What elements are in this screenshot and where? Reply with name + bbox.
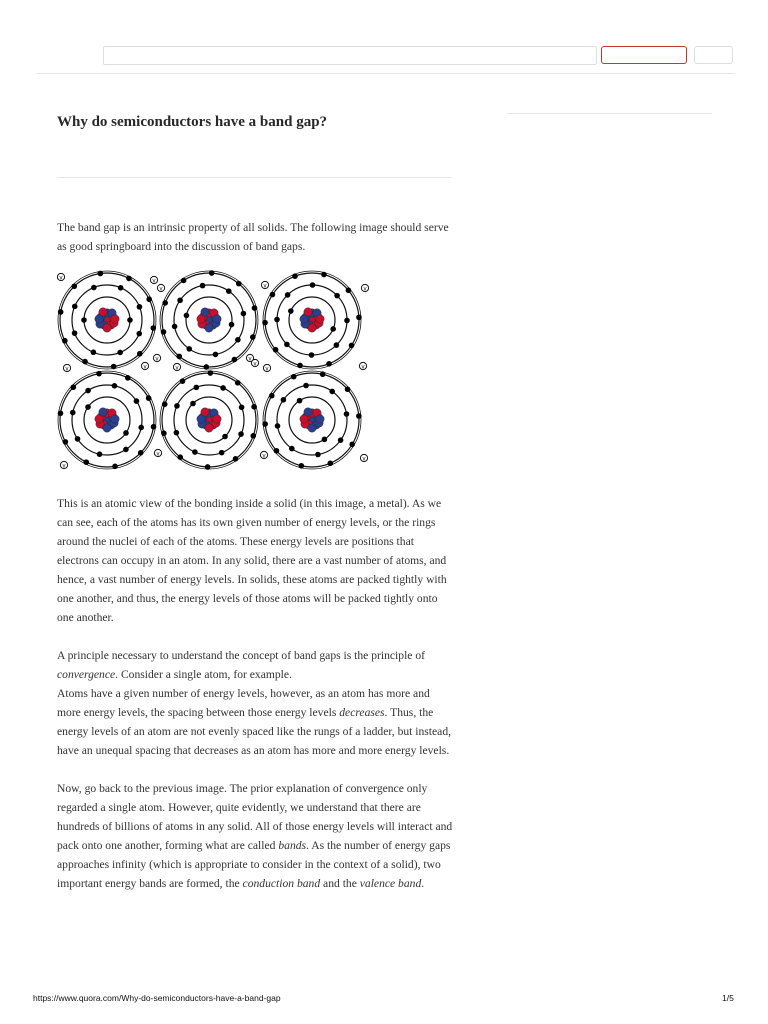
electron <box>262 320 268 326</box>
electron <box>235 380 241 386</box>
search-input[interactable] <box>103 46 597 65</box>
electron <box>310 282 316 288</box>
electron <box>270 292 276 298</box>
free-electron-label: v <box>175 365 179 372</box>
electron <box>292 273 298 279</box>
electron <box>338 437 344 443</box>
nucleon <box>111 315 119 323</box>
nucleon <box>308 424 316 432</box>
nucleon <box>316 415 324 423</box>
nucleon <box>111 415 119 423</box>
nucleon <box>316 315 324 323</box>
electron <box>112 383 118 389</box>
electron <box>213 352 219 358</box>
electron <box>75 436 81 442</box>
electron <box>161 430 167 436</box>
electron <box>344 318 350 324</box>
electron <box>162 401 168 407</box>
free-electron-label: v <box>262 453 266 460</box>
electron <box>63 439 69 445</box>
electron <box>274 448 280 454</box>
electron <box>309 352 315 358</box>
electron <box>334 342 340 348</box>
electron <box>162 300 168 306</box>
paragraph: Now, go back to the previous image. The prior explanation of convergence only regarded a single atom. However, quite evidently, we understand that there are hundreds of billions of atoms in any solid. All of those energy levels will interact and pack onto one another, forming what are called bands. As the number of energy gaps approaches infinity (which is appropriate to consider in the context of a solid), two important energy bands are formed, the conduction band and the valence band. <box>57 782 453 890</box>
electron <box>327 461 333 467</box>
electron <box>250 334 256 340</box>
electron <box>83 459 89 465</box>
electron <box>72 330 78 336</box>
electron <box>239 405 245 411</box>
free-electron-label: v <box>156 451 160 458</box>
electron <box>72 304 78 310</box>
electron <box>344 411 350 417</box>
menu-button[interactable] <box>694 46 733 64</box>
free-electron-label: v <box>65 366 69 373</box>
electron <box>329 389 335 395</box>
electron <box>269 393 275 399</box>
electron <box>219 450 225 456</box>
top-bar <box>0 0 768 75</box>
sidebar-divider <box>507 113 712 114</box>
electron <box>180 378 186 384</box>
nucleon <box>205 424 213 432</box>
electron <box>97 451 103 457</box>
electron <box>151 325 157 331</box>
question-title: Why do semiconductors have a band gap? <box>57 114 328 130</box>
electron <box>235 337 241 343</box>
nucleon <box>300 415 308 423</box>
free-electron-label: v <box>155 356 159 363</box>
electron <box>118 285 124 291</box>
paragraph: Atoms have a given number of energy levels, however, as an atom has more and more energy levels, the spacing between those energy levels decreases. Thus, the energy levels of an atom are not evenly spaced like the rungs of a ladder, but instead, have an unequal spacing that decreases as an atom has more and more energy levels. <box>57 687 452 757</box>
electron <box>274 317 280 323</box>
nucleon <box>103 324 111 332</box>
electron <box>275 423 281 429</box>
electron <box>289 446 295 452</box>
electron <box>233 456 239 462</box>
electron <box>356 315 362 321</box>
electron <box>238 431 244 437</box>
electron <box>98 271 104 277</box>
electron <box>161 329 167 335</box>
electron <box>330 326 336 332</box>
atoms-diagram <box>57 270 372 470</box>
nucleon <box>95 315 103 323</box>
free-electron-label: v <box>263 283 267 290</box>
nucleon <box>213 415 221 423</box>
electron <box>181 278 187 284</box>
paragraph: This is an atomic view of the bonding inside a solid (in this image, a metal). As we can see, each of the atoms has its own given number of energy levels, or the rings around the nuclei of each of the atoms. These energy levels are positions that electrons can occupy in an atom. In any solid, there are a vast number of atoms, and hence, a vast number of energy levels. In solids, these atoms are packed tightly with one another, and thus, the energy levels of those atoms will be packed tightly onto one another. <box>57 497 447 624</box>
electron <box>345 386 351 392</box>
electron <box>303 383 309 389</box>
electron <box>62 338 68 344</box>
electron <box>281 397 287 403</box>
electron <box>299 463 305 469</box>
electron <box>208 370 214 376</box>
electron <box>91 349 97 355</box>
electron <box>190 401 196 407</box>
electron <box>356 413 362 419</box>
electron <box>138 425 144 431</box>
free-electron-label: v <box>361 364 365 371</box>
electron <box>229 322 235 328</box>
electron <box>85 388 91 394</box>
electron <box>70 410 76 416</box>
electron <box>184 313 190 319</box>
electron <box>349 343 355 349</box>
free-electron-label: v <box>152 278 156 285</box>
electron <box>349 441 355 447</box>
electron <box>174 430 180 436</box>
electron <box>226 288 232 294</box>
electron <box>58 309 64 315</box>
electron <box>176 354 182 360</box>
free-electron-label: v <box>265 366 269 373</box>
electron <box>146 395 152 401</box>
free-electron-label: v <box>62 463 66 470</box>
free-electron-label: v <box>143 364 147 371</box>
electron <box>146 296 152 302</box>
electron <box>138 450 144 456</box>
electron <box>200 283 206 289</box>
electron <box>177 297 183 303</box>
electron <box>288 308 294 314</box>
electron <box>123 430 129 436</box>
electron <box>320 371 326 377</box>
electron <box>111 364 117 370</box>
electron <box>326 361 332 367</box>
answer-body <box>57 218 455 893</box>
electron <box>125 375 131 381</box>
free-electron-label: v <box>362 456 366 463</box>
paragraph: The band gap is an intrinsic property of all solids. The following image should serve as good springboard into the discussion of band gaps. <box>57 221 449 253</box>
electron <box>346 287 352 293</box>
electron <box>192 449 198 455</box>
electron <box>232 357 238 363</box>
paragraph: A principle necessary to understand the concept of band gaps is the principle of convergence. Consider a single atom, for example. <box>57 649 425 681</box>
electron <box>250 433 256 439</box>
free-electron-label: v <box>59 275 63 282</box>
electron <box>117 350 123 356</box>
electron <box>126 276 132 282</box>
nucleon <box>300 315 308 323</box>
header-divider <box>37 73 735 74</box>
page-number: 1/5 <box>722 993 734 1003</box>
electron <box>205 464 211 470</box>
electron <box>96 371 102 377</box>
add-question-button[interactable] <box>601 46 687 64</box>
electron <box>284 342 290 348</box>
electron <box>220 385 226 391</box>
free-electron-label: v <box>363 286 367 293</box>
electron <box>194 385 200 391</box>
electron <box>136 331 142 337</box>
electron <box>291 374 297 380</box>
electron <box>123 447 129 453</box>
electron <box>321 272 327 278</box>
electron <box>315 452 321 458</box>
electron <box>297 363 303 369</box>
electron <box>262 421 268 427</box>
nucleon <box>197 415 205 423</box>
electron <box>137 304 143 310</box>
electron <box>297 398 303 404</box>
footer-url: https://www.quora.com/Why-do-semiconductors-have-a-band-gap <box>33 993 281 1003</box>
electron <box>127 317 133 323</box>
electron <box>134 398 140 404</box>
electron <box>91 285 97 291</box>
electron <box>186 346 192 352</box>
free-electron-label: v <box>159 286 163 293</box>
electron <box>252 305 258 311</box>
electron <box>236 281 242 287</box>
electron <box>174 403 180 409</box>
electron <box>222 434 228 440</box>
electron <box>112 464 118 470</box>
title-divider <box>57 177 451 178</box>
electron <box>251 404 257 410</box>
electron <box>81 317 87 323</box>
electron <box>85 404 91 410</box>
electron <box>241 311 247 317</box>
nucleon <box>213 315 221 323</box>
electron <box>137 351 143 357</box>
nucleon <box>197 315 205 323</box>
nucleon <box>308 324 316 332</box>
nucleon <box>95 415 103 423</box>
electron <box>151 424 157 430</box>
electron <box>203 364 209 370</box>
electron <box>273 347 279 353</box>
electron <box>58 410 64 416</box>
electron <box>209 270 215 276</box>
free-electron-label: v <box>253 361 257 368</box>
electron <box>82 359 88 365</box>
electron <box>71 384 77 390</box>
nucleon <box>205 324 213 332</box>
electron <box>285 292 291 298</box>
electron <box>71 283 77 289</box>
nucleon <box>103 424 111 432</box>
free-electron-label: v <box>248 356 252 363</box>
electron <box>177 454 183 460</box>
electron <box>322 437 328 443</box>
electron <box>172 324 178 330</box>
electron <box>334 293 340 299</box>
